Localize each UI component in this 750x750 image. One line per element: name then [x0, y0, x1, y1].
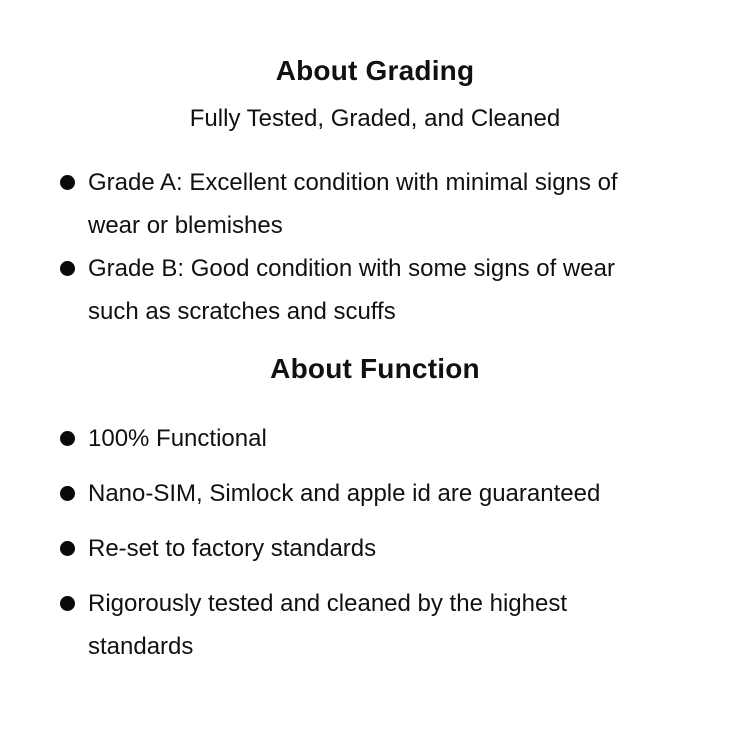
grading-bullet-list	[0, 161, 750, 333]
list-item	[60, 247, 655, 333]
list-item	[60, 527, 655, 570]
bullet-icon	[60, 261, 75, 276]
bullet-icon	[60, 486, 75, 501]
bullet-icon	[60, 175, 75, 190]
list-item	[60, 417, 655, 460]
list-item-text: 100% Functional	[88, 425, 267, 452]
list-item-text: Grade A: Excellent condition with minimal signs of wear or blemishes	[88, 169, 618, 239]
list-item-text: Rigorously tested and cleaned by the highest standards	[88, 590, 567, 660]
list-item	[60, 161, 655, 247]
list-item-text: Grade B: Good condition with some signs of wear such as scratches and scuffs	[88, 255, 615, 325]
grading-section-title: About Grading	[275, 55, 475, 86]
function-bullet-list	[0, 417, 750, 668]
list-item	[60, 472, 655, 515]
list-item-text: Re-set to factory standards	[88, 535, 377, 562]
grading-subtitle: Fully Tested, Graded, and Cleaned	[189, 105, 561, 132]
bullet-icon	[60, 431, 75, 446]
list-item-text: Nano-SIM, Simlock and apple id are guaranteed	[88, 480, 601, 507]
bullet-icon	[60, 541, 75, 556]
function-section-title: About Function	[270, 353, 480, 384]
list-item	[60, 582, 655, 668]
bullet-icon	[60, 596, 75, 611]
